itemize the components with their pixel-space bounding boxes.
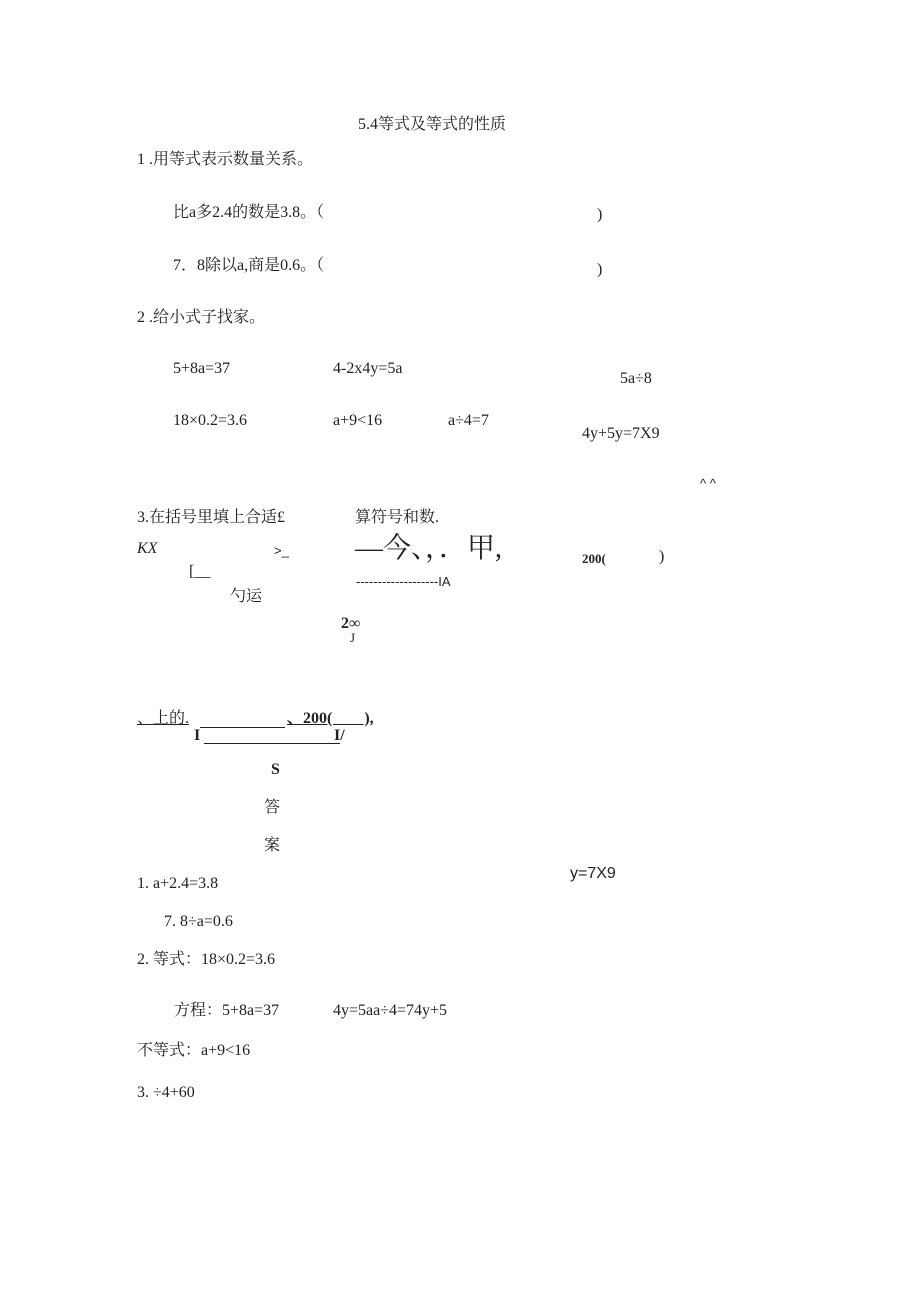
q1-heading: 1 .用等式表示数量关系。 [137,151,314,168]
answers-heading-1: 答 [264,799,281,816]
answer-line: 3. ÷4+60 [137,1084,195,1101]
q2-heading: 2 .给小式子找家。 [137,309,266,326]
q2-expression: a÷4=7 [448,412,489,429]
q3-s: S [271,761,280,778]
q3-j: J [350,630,356,645]
q3-line-a: 、上的. [137,710,190,727]
q2-expression: 4-2x4y=5a [333,360,403,377]
q3-heading: 3.在括号里填上合适£ [137,509,286,526]
q2-expression: 18×0.2=3.6 [173,412,248,429]
q3-bracket: [__ [189,563,211,580]
underline [200,727,285,728]
answer-line: 4y=5aa÷4=74y+5 [333,1002,448,1019]
underline [204,743,340,744]
caret-marks: ^ ^ [700,476,716,491]
q2-expression: a+9<16 [333,412,383,429]
answer-line: 1. a+2.4=3.8 [137,875,219,892]
q3-line-i: I [194,727,201,744]
q3-kx: KX [137,540,158,557]
q1-item1-close: ) [597,206,603,223]
q1-item2: 7．8除以a,商是0.6。（ [173,257,325,274]
answer-line: y=7X9 [570,865,616,882]
q3-line-i2: I/ [334,727,345,744]
q1-item1: 比a多2.4的数是3.8。（ [173,204,325,221]
answer-line: 不等式：a+9<16 [137,1042,251,1059]
answer-line: 2. 等式：18×0.2=3.6 [137,951,276,968]
answer-line: 方程：5+8a=37 [174,1002,280,1019]
q2-expression: 5+8a=37 [173,360,231,377]
q3-gt: >_ [274,543,289,558]
q2-expression: 4y+5y=7X9 [582,425,660,442]
answer-line: 7. 8÷a=0.6 [164,913,233,930]
page-title: 5.4等式及等式的性质 [358,116,507,133]
q3-200-close: ) [659,548,665,565]
q3-two-inf: 2∞ [341,615,361,632]
q3-heading-cont: 算符号和数. [355,509,440,526]
q1-item2-close: ) [597,261,603,278]
answers-heading-2: 案 [264,837,281,854]
q3-yun: 勺运 [230,588,263,605]
q3-line-b: 、200( ), [287,710,374,727]
q3-200: 200( [582,551,606,566]
q2-expression: 5a÷8 [620,370,652,387]
q3-dash-ia: -------------------IA [356,574,451,589]
q3-big-text: —今、，．甲, [355,533,503,564]
